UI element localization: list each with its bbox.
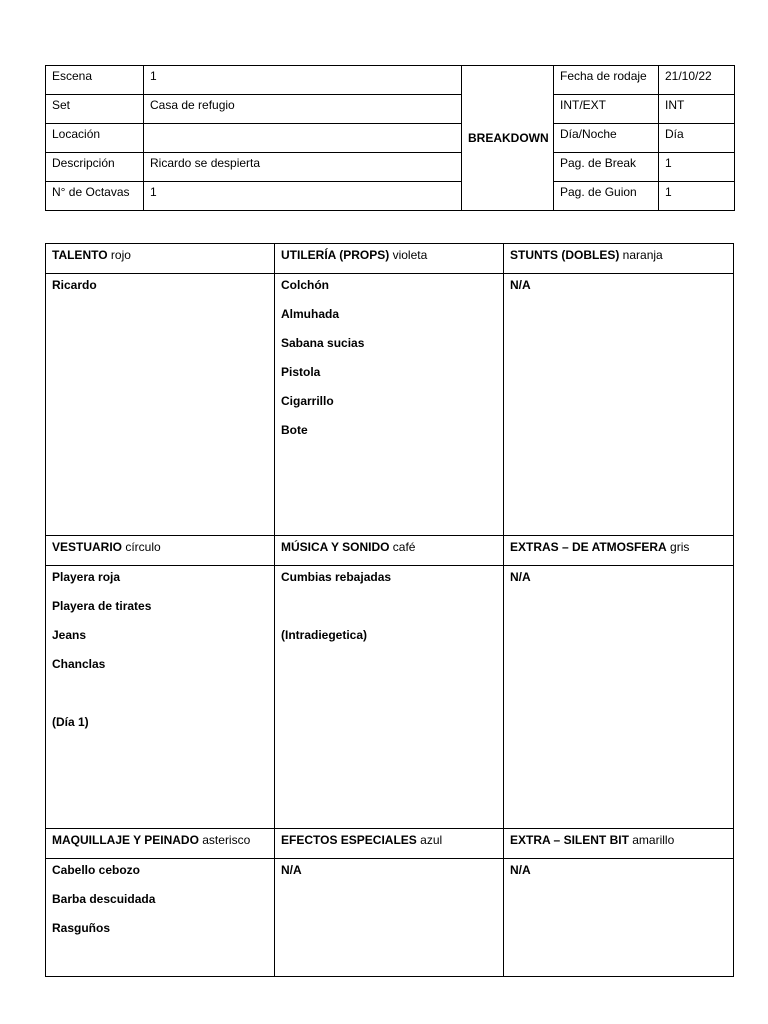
list-item: Barba descuidada xyxy=(52,892,156,906)
props-code: violeta xyxy=(389,248,428,262)
stunts-code: naranja xyxy=(619,248,663,262)
location-value xyxy=(144,124,462,153)
script-page-label: Pag. de Guion xyxy=(554,182,659,211)
list-item: Rasguños xyxy=(52,921,111,935)
talent-header xyxy=(46,244,275,274)
makeup-header xyxy=(46,829,275,859)
break-page-label: Pag. de Break xyxy=(554,153,659,182)
stunts-items xyxy=(504,274,734,536)
makeup-items xyxy=(46,859,275,977)
octaves-label: N° de Octavas xyxy=(46,182,144,211)
description-value: Ricardo se despierta xyxy=(144,153,462,182)
stunts-title: STUNTS (DOBLES) xyxy=(510,248,620,262)
scene-header-table xyxy=(45,65,735,211)
breakdown-label: BREAKDOWN xyxy=(468,131,549,145)
description-label: Descripción xyxy=(46,153,144,182)
props-title: UTILERÍA (PROPS) xyxy=(281,248,390,262)
daynight-value: Día xyxy=(659,124,735,153)
sfx-header xyxy=(275,829,504,859)
script-page-value: 1 xyxy=(659,182,735,211)
breakdown-table xyxy=(45,243,734,977)
extras-atmos-items xyxy=(504,566,734,829)
intext-value: INT xyxy=(659,95,735,124)
list-item: Pistola xyxy=(281,365,321,379)
list-item: Ricardo xyxy=(52,278,97,292)
shoot-date-label: Fecha de rodaje xyxy=(554,66,659,95)
silent-bit-code: amarillo xyxy=(628,833,675,847)
section-body-row-3 xyxy=(46,859,734,977)
wardrobe-items xyxy=(46,566,275,829)
list-item: (Día 1) xyxy=(52,715,89,729)
header-row-scene xyxy=(46,66,735,95)
list-item: N/A xyxy=(510,863,531,877)
list-spacer xyxy=(281,599,503,628)
list-item: Colchón xyxy=(281,278,329,292)
list-item: Bote xyxy=(281,423,308,437)
extras-atmos-title: EXTRAS – DE ATMOSFERA xyxy=(510,540,667,554)
list-item: N/A xyxy=(510,278,531,292)
list-item: (Intradiegetica) xyxy=(281,628,368,642)
talent-code: rojo xyxy=(107,248,131,262)
music-title: MÚSICA Y SONIDO xyxy=(281,540,390,554)
list-item: N/A xyxy=(281,863,302,877)
list-item: Playera de tirates xyxy=(52,599,152,613)
section-body-row-1 xyxy=(46,274,734,536)
list-item: N/A xyxy=(510,570,531,584)
silent-bit-items xyxy=(504,859,734,977)
section-header-row-3 xyxy=(46,829,734,859)
sfx-items xyxy=(275,859,504,977)
silent-bit-header xyxy=(504,829,734,859)
wardrobe-code: círculo xyxy=(122,540,161,554)
set-value: Casa de refugio xyxy=(144,95,462,124)
location-label: Locación xyxy=(46,124,144,153)
octaves-value: 1 xyxy=(144,182,462,211)
talent-title: TALENTO xyxy=(52,248,108,262)
music-items xyxy=(275,566,504,829)
daynight-label: Día/Noche xyxy=(554,124,659,153)
intext-label: INT/EXT xyxy=(554,95,659,124)
section-header-row-2 xyxy=(46,536,734,566)
header-row-description xyxy=(46,153,735,182)
list-item: Sabana sucias xyxy=(281,336,365,350)
sfx-title: EFECTOS ESPECIALES xyxy=(281,833,417,847)
list-item: Cabello cebozo xyxy=(52,863,141,877)
music-code: café xyxy=(389,540,416,554)
music-header xyxy=(275,536,504,566)
list-item: Chanclas xyxy=(52,657,106,671)
makeup-code: asterisco xyxy=(198,833,251,847)
section-header-row-1 xyxy=(46,244,734,274)
break-page-value: 1 xyxy=(659,153,735,182)
wardrobe-header xyxy=(46,536,275,566)
extras-atmos-code: gris xyxy=(666,540,690,554)
scene-value: 1 xyxy=(144,66,462,95)
list-item: Jeans xyxy=(52,628,87,642)
header-row-location xyxy=(46,124,735,153)
header-row-set xyxy=(46,95,735,124)
sfx-code: azul xyxy=(416,833,443,847)
stunts-header xyxy=(504,244,734,274)
makeup-title: MAQUILLAJE Y PEINADO xyxy=(52,833,199,847)
list-item: Cumbias rebajadas xyxy=(281,570,392,584)
extras-atmos-header xyxy=(504,536,734,566)
scene-label: Escena xyxy=(46,66,144,95)
breakdown-cell xyxy=(462,66,554,211)
section-body-row-2 xyxy=(46,566,734,829)
list-item: Playera roja xyxy=(52,570,121,584)
list-spacer xyxy=(52,686,274,715)
props-header xyxy=(275,244,504,274)
set-label: Set xyxy=(46,95,144,124)
header-row-octaves xyxy=(46,182,735,211)
list-item: Almuhada xyxy=(281,307,340,321)
silent-bit-title: EXTRA – SILENT BIT xyxy=(510,833,629,847)
shoot-date-value: 21/10/22 xyxy=(659,66,735,95)
props-items xyxy=(275,274,504,536)
list-item: Cigarrillo xyxy=(281,394,334,408)
talent-items xyxy=(46,274,275,536)
wardrobe-title: VESTUARIO xyxy=(52,540,123,554)
